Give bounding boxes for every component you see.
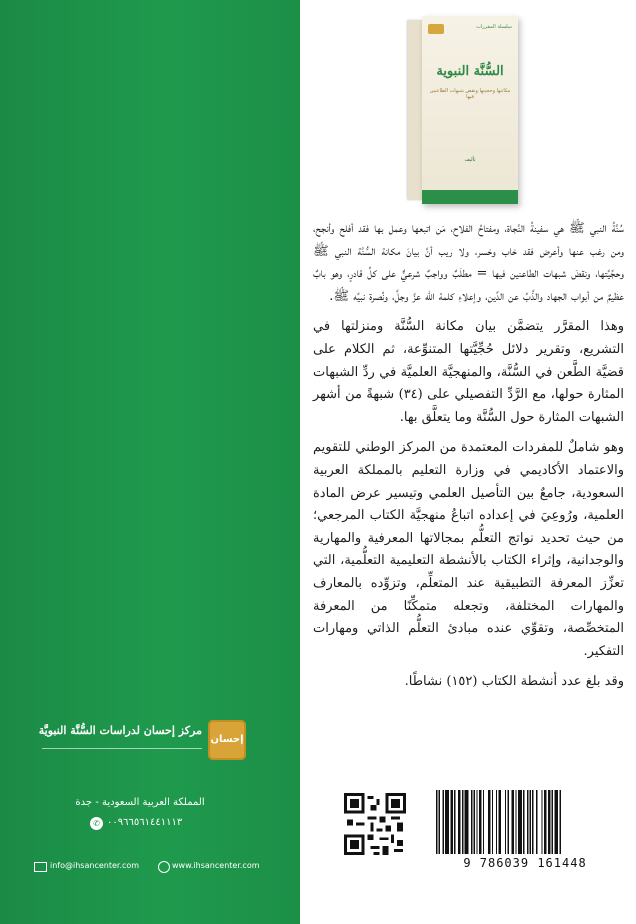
- ihsan-logo-icon: إحسان: [208, 720, 246, 760]
- phone-number: ٠٠٩٦٦٥٦١٤٤١١١٣: [107, 817, 183, 828]
- book-front-cover: [422, 16, 518, 204]
- back-cover-description: [313, 218, 624, 702]
- book-spine: [408, 20, 422, 200]
- paragraph-activities: وقد بلغ عدد أنشطة الكتاب (١٥٢) نشاطًا.: [404, 674, 624, 690]
- publisher-name: مركز إحسان لدراسات السُّنَّة النبويَّة: [38, 724, 202, 737]
- paragraph-content: وهذا المقرَّر يتضمَّن بيان مكانة السُّنَّة ومنزلتها في التشريع، وتقرير دلائل حُجِّيَّتها المتنوِّعة، ثم الكلام على قضيَّة الطَّعن في السُّنَّة، والمنهجيَّة العلميَّة في ردِّ الشبهات المثارة حولها، مع الرَّدِّ التفصيلي على (٣٤) شبهةً من أشهر الشبهات المثارة حول السُّنَّة وما يتعلَّق بها.: [313, 319, 624, 425]
- cover-green-strip: [0, 0, 300, 924]
- isbn-barcode: [432, 790, 618, 854]
- paragraph-intro: سُنَّةُ النبي ﷺ هي سفينةُ النَّجاة، ومفتاحُ الفلاح، مَن اتبعها وعمل بها فقد أفلح وأنجح، ومن رغب عنها وأعرض فقد خاب وخسر، ولا ريب أنَّ بيانَ مكانة السُّنَّة النبي ﷺ وحجِّيَّتها، ونقضَ شبهات الطاعنين فيها = مطلَبٌ وواجبٌ شرعيٌّ على كلِّ قادرٍ، وهو بابٌ عظيمٌ من أبواب الجهاد والذَّبِّ عن الدِّين، وإعلاءِ كلمة الله عزَّ وجلَّ، ونُصرة نبيِّه ﷺ.: [313, 221, 624, 304]
- book-thumbnail: [408, 16, 518, 204]
- logo-divider: [42, 748, 202, 749]
- book-title: السُّنَّة النبوية: [436, 64, 504, 79]
- whatsapp-icon: ✆: [90, 817, 103, 830]
- publisher-logo: [36, 720, 246, 774]
- paragraph-scope: وهو شاملٌ للمفردات المعتمدة من المركز الوطني للتقويم والاعتماد الأكاديمي في وزارة التعليم بالمملكة العربية السعودية، جامعٌ بين التأصيل العلمي وتيسير عرض المادة العلمية، ورُوعِيَ في إعداده اتباعُ منهجيَّة الكتاب المرجعي؛ من حيث تحديد نواتج التعلُّم بمجالاتها المعرفية والمهارية والوجدانية، وإثراء الكتاب بالأنشطة التعليمية التعلُّمية، التي تعزِّز المعرفة التطبيقية عند المتعلِّم، وتزوِّده بالمعارف والمهارات المختلفة، وتجعله متمكِّنًا من المعرفة المتخصِّصة، وتقوِّي عنده مبادئ التعلُّم الذاتي ومهارات التفكير.: [313, 440, 624, 659]
- isbn-number: 9 786039 161448: [463, 856, 587, 870]
- book-subtitle: مكانتها وحجيتها ونقض شبهات الطاعنين فيها: [429, 88, 511, 100]
- publisher-email[interactable]: info@ihsancenter.com: [50, 861, 140, 870]
- book-cover-band: [422, 190, 518, 204]
- publisher-address: المملكة العربية السعودية - جدة: [75, 797, 205, 808]
- publisher-website[interactable]: www.ihsancenter.com: [172, 861, 260, 870]
- publisher-badge-icon: [428, 24, 444, 34]
- email-icon: [34, 862, 47, 872]
- publisher-phone: [90, 816, 200, 832]
- qr-code: [344, 793, 406, 855]
- book-series: سلسلة المقررات: [476, 24, 512, 30]
- book-author: تأليف: [464, 157, 476, 163]
- globe-icon: [158, 861, 170, 873]
- publisher-contact: [34, 861, 284, 875]
